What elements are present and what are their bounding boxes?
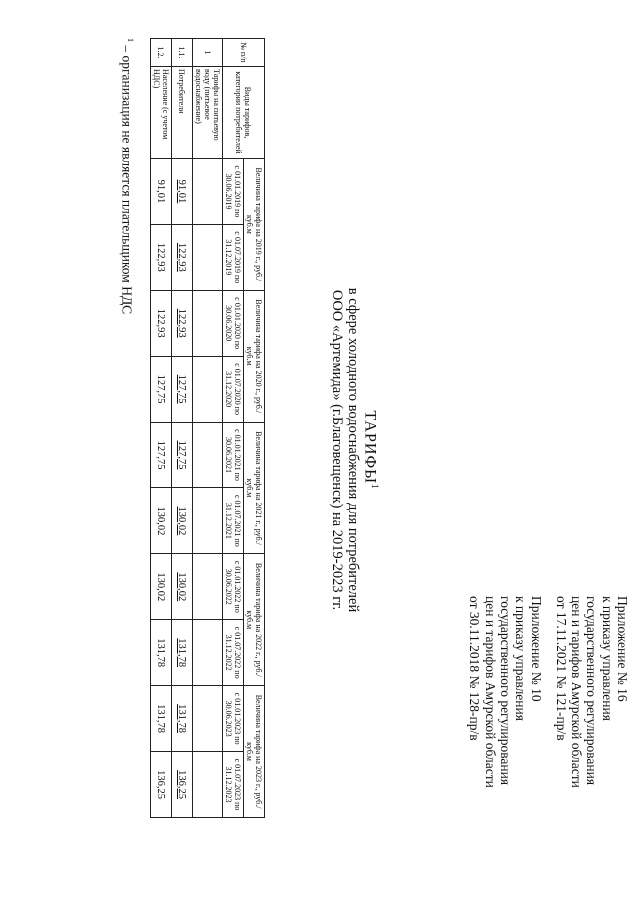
tariff-value: 91,01: [172, 159, 193, 225]
tariff-value: 136,25: [172, 752, 193, 818]
row-category: Тарифы на питьевую воду (питьевое водоснабжение): [193, 67, 223, 159]
title-footnote-mark: 1: [370, 484, 380, 490]
tariff-value: 127,75: [172, 422, 193, 488]
document-title: [329, 170, 380, 730]
row-number: 1: [193, 39, 223, 67]
col-header-year: Величина тарифа на 2022 г., руб./куб.м: [244, 554, 265, 686]
col-header-category: Виды тарифов, категории потребителей: [223, 67, 265, 159]
col-header-year: Величина тарифа на 2020 г., руб./куб.м: [244, 290, 265, 422]
col-header-period: с 01.07.2021 по 31.12.2021: [223, 488, 244, 554]
tariff-table: [150, 38, 265, 818]
col-header-period: с 01.01.2019 по 30.06.2019: [223, 159, 244, 225]
tariff-value: 131,78: [172, 686, 193, 752]
approval-line: Приложение № 10: [528, 596, 544, 702]
tariff-value: 136,25: [151, 752, 172, 818]
title-line-1: в сфере холодного водоснабжения для потребителей: [344, 287, 361, 613]
col-header-period: с 01.01.2020 по 30.06.2020: [223, 290, 244, 356]
col-header-year: Величина тарифа на 2023 г., руб./куб.м: [244, 686, 265, 818]
tariff-value: 122,93: [172, 224, 193, 290]
tariff-value: 91,01: [151, 159, 172, 225]
col-header-period: с 01.01.2022 по 30.06.2022: [223, 554, 244, 620]
col-header-period: с 01.07.2020 по 31.12.2020: [223, 356, 244, 422]
row-number: 1.2.: [151, 39, 172, 67]
tariff-value: 130,02: [172, 554, 193, 620]
approval-line: цен и тарифов Амурской области: [569, 596, 585, 788]
approval-line: к приказу управления: [513, 596, 529, 721]
approval-line: государственного регулирования: [497, 596, 513, 786]
tariff-value: 131,78: [172, 620, 193, 686]
row-category: Потребители: [172, 67, 193, 159]
col-header-period: с 01.07.2023 по 31.12.2023: [223, 752, 244, 818]
row-category: Население (с учетом НДС): [151, 67, 172, 159]
title-main: ТАРИФЫ: [361, 410, 379, 485]
tariff-value: 131,78: [151, 620, 172, 686]
tariff-value: 122,93: [151, 224, 172, 290]
approval-line: к приказу управления: [599, 596, 615, 721]
col-header-year: Величина тарифа на 2019 г., руб./куб.м: [244, 159, 265, 291]
approval-line: от 30.11.2018 № 128-пр/в: [467, 596, 483, 741]
tariff-value: 130,02: [151, 488, 172, 554]
approval-line: цен и тарифов Амурской области: [482, 596, 498, 788]
tariff-value: 130,02: [151, 554, 172, 620]
col-header-period: с 01.01.2021 по 30.06.2021: [223, 422, 244, 488]
tariff-value: 127,75: [151, 356, 172, 422]
tariff-value: 127,75: [172, 356, 193, 422]
tariff-value: 122,93: [151, 290, 172, 356]
col-header-year: Величина тарифа на 2021 г., руб./куб.м: [244, 422, 265, 554]
title-line-2: ООО «Артемида» (г.Благовещенск) на 2019-2023 гг.: [328, 289, 345, 611]
approval-line: Приложение № 16: [615, 596, 630, 702]
tariff-value: 131,78: [151, 686, 172, 752]
col-header-period: с 01.07.2022 по 31.12.2022: [223, 620, 244, 686]
approval-stamp: [467, 596, 630, 896]
col-header-period: с 01.01.2023 по 30.06.2023: [223, 686, 244, 752]
table-row: [172, 39, 193, 818]
tariff-value: 127,75: [151, 422, 172, 488]
tariff-value: 122,93: [172, 290, 193, 356]
footnote-text: – организация не является плательщиком НДС: [119, 42, 135, 315]
footnote-mark: 1: [126, 38, 135, 42]
approval-line: государственного регулирования: [584, 596, 600, 786]
footnote: [119, 38, 136, 314]
approval-line: от 17.11.2021 № 121-пр/в: [553, 596, 569, 741]
col-header-period: с 01.07.2019 по 31.12.2019: [223, 224, 244, 290]
table-row: [151, 39, 172, 818]
row-number: 1.1.: [172, 39, 193, 67]
table-row: [193, 39, 223, 818]
col-header-no: № п/п: [223, 39, 265, 67]
tariff-value: 130,02: [172, 488, 193, 554]
